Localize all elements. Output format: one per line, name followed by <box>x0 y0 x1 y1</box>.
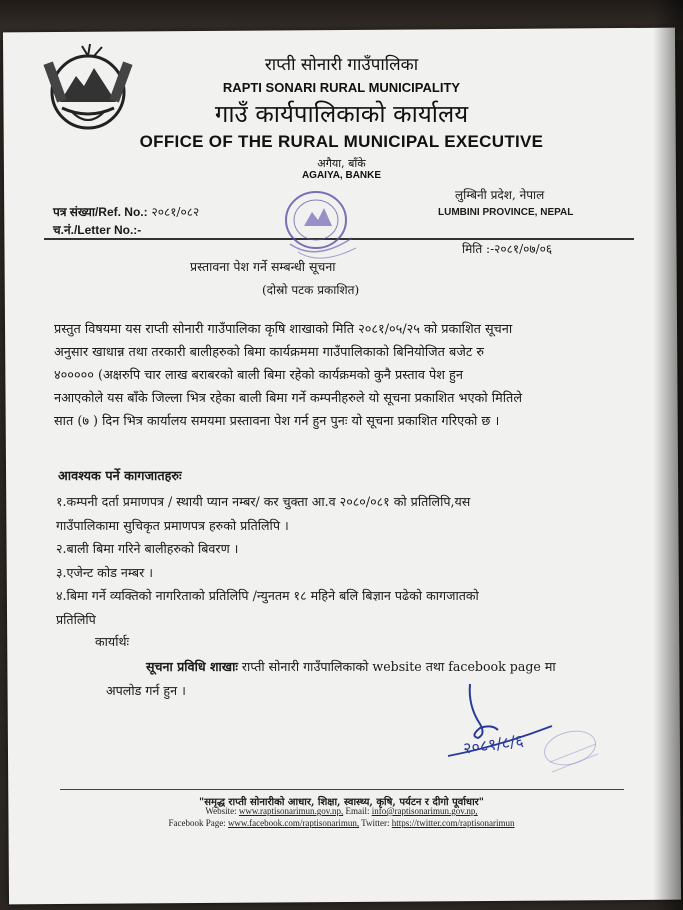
notice-subtitle: (दोस्रो पटक प्रकाशित) <box>262 283 360 297</box>
twitter-label: Twitter: <box>361 818 390 828</box>
address-en: AGAIYA, BANKE <box>301 170 382 181</box>
action-line-1 <box>146 658 556 675</box>
requirement-line: गाउँपालिकामा सुचिकृत प्रमाणपत्र हरुको प्रतिलिपि । <box>56 517 289 533</box>
official-stamp-icon <box>268 186 368 268</box>
letter-number <box>53 221 141 238</box>
notice-subject: प्रस्तावना पेश गर्ने सम्बन्धी सूचना <box>190 259 336 274</box>
ref-label: पत्र संख्या/Ref. No.: <box>53 205 148 219</box>
website-link[interactable]: www.raptisonarimun.gov.np, <box>238 806 344 816</box>
footer-motto: "समृद्ध राप्ती सोनारीको आधार, शिक्षा, स्वास्थ्य, कृषि, पर्यटन र दीगो पूर्वाधार" <box>199 797 484 808</box>
facebook-link[interactable]: www.facebook.com/raptisonarimun, <box>227 818 360 828</box>
requirement-line: १.कम्पनी दर्ता प्रमाणपत्र / स्थायी प्यान नम्बर/ कर चुक्ता आ.व २०८०/०८१ को प्रतिलिपि,यस <box>56 494 471 509</box>
province-en: LUMBINI PROVINCE, NEPAL <box>438 207 574 218</box>
requirements-heading: आवश्यक पर्ने कागजातहरुः <box>58 469 182 484</box>
ref-value: २०८१/०८२ <box>151 205 200 219</box>
municipality-name-en: RAPTI SONARI RURAL MUNICIPALITY <box>222 80 461 95</box>
body-line: ४००००० (अक्षरुपि चार लाख बराबरको बाली बिमा रहेको कार्यक्रमको कुनै प्रस्ताव पेश हुन <box>54 368 463 383</box>
email-label: Email: <box>345 806 370 816</box>
issue-date: मिति :-२०८१/०७/०६ <box>462 242 553 256</box>
website-label: Website: <box>205 806 237 816</box>
reference-number <box>53 203 199 220</box>
signature-icon <box>440 676 600 786</box>
action-label: कार्यार्थः <box>95 634 130 649</box>
notice-body <box>54 318 614 433</box>
office-title-en: OFFICE OF THE RURAL MUNICIPAL EXECUTIVE <box>139 132 544 151</box>
it-section-label: सूचना प्रविधि शाखाः <box>146 659 238 674</box>
facebook-label: Facebook Page: <box>168 818 226 828</box>
requirement-line: ४.बिमा गर्ने व्यक्तिको नागरिताको प्रतिलिपि /न्युनतम १८ महिने बलि बिज्ञान पढेको कागजातको <box>56 588 479 603</box>
province-np: लुम्बिनी प्रदेश, नेपाल <box>455 188 545 202</box>
edge-shadow <box>653 0 683 910</box>
twitter-link[interactable]: https://twitter.com/raptisonarimun <box>391 818 515 828</box>
letter-label: च.नं./Letter No.:- <box>53 223 142 237</box>
signature-date: २०८१/८/६ <box>461 730 525 758</box>
body-line: प्रस्तुत विषयमा यस राप्ती सोनारी गाउँपालिका कृषि शाखाको मिति २०८१/०५/२५ को प्रकाशित सूचना <box>54 322 513 337</box>
body-line: सात (७ ) दिन भित्र कार्यालय समयमा प्रस्तावना पेश गर्न हुन पुनः यो सूचना प्रकाशित गरिएको छ । <box>54 414 500 429</box>
requirement-line: प्रतिलिपि <box>56 611 96 627</box>
requirement-line: २.बाली बिमा गरिने बालीहरुको बिवरण । <box>56 541 239 556</box>
email-link[interactable]: info@raptisonarimun.gov.np, <box>371 806 478 816</box>
address-np: अगैया, बाँके <box>317 157 366 170</box>
municipality-name-np: राप्ती सोनारी गाउँपालिका <box>264 55 419 75</box>
footer-contact-line-1 <box>0 806 683 816</box>
requirement-line: ३.एजेन्ट कोड नम्बर । <box>56 564 154 580</box>
action-line-1-text: राप्ती सोनारी गाउँपालिकाको website तथा facebook page मा <box>237 659 556 674</box>
action-line-2: अपलोड गर्न हुन । <box>106 683 186 698</box>
footer-contact-line-2 <box>0 818 683 828</box>
office-title-np: गाउँ कार्यपालिकाको कार्यालय <box>214 100 469 128</box>
requirements-list <box>56 490 616 631</box>
body-line: नआएकोले यस बाँके जिल्ला भित्र रहेका बाली बिमा गर्ने कम्पनीहरुले यो सूचना प्रकाशित भएको मितिले <box>54 391 523 406</box>
footer-divider <box>60 789 624 790</box>
body-line: अनुसार खाधान्न तथा तरकारी बालीहरुको बिमा कार्यक्रममा गाउँपालिकाको बिनियोजित बजेट रु <box>54 345 484 360</box>
